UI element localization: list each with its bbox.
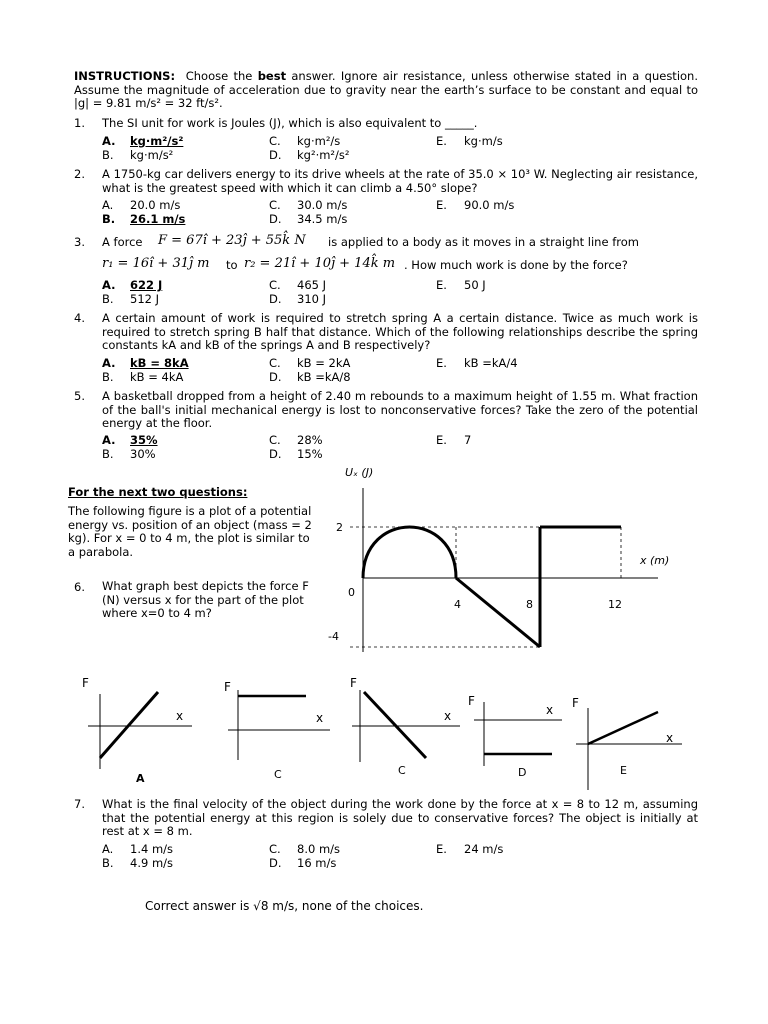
- graph-a-x: x: [176, 709, 184, 723]
- next-two-description: The following figure is a plot of a potential energy vs. position of an object (mass = 2 kg). For x = 0 to 4 m, the plot is similar to a parabola.: [68, 504, 312, 559]
- q3-r2-equation: r₂ = 21î + 10ĵ + 14k̂ m: [244, 256, 396, 271]
- q3-text-c: . How much work is done by the force?: [404, 258, 628, 272]
- q7-option-c[interactable]: C. 8.0 m/s: [269, 842, 341, 856]
- question-number: 4.: [74, 311, 85, 325]
- q5-option-d[interactable]: D. 15%: [269, 447, 323, 461]
- question-2: [74, 168, 698, 198]
- instructions-label: INSTRUCTIONS:: [74, 69, 176, 83]
- q4-option-b[interactable]: B. kB = 4kA: [102, 370, 184, 384]
- small-graph-a[interactable]: [80, 674, 200, 786]
- question-text: A 1750-kg car delivers energy to its drive wheels at the rate of 35.0 × 10³ W. Neglecting air resistance, what is the greatest speed with which it can climb a 4.50° slope?: [102, 167, 698, 195]
- q2-option-b[interactable]: B. 26.1 m/s: [102, 212, 186, 226]
- q1-option-d[interactable]: D. kg²·m²/s²: [269, 148, 350, 162]
- question-text: A basketball dropped from a height of 2.40 m rebounds to a maximum height of 1.55 m. What fraction of the ball's initial mechanical energy is lost to nonconservative forces? Take the zero of the potential energy at the floor.: [102, 389, 698, 430]
- q5-option-e[interactable]: E. 7: [436, 433, 472, 447]
- linear-decrease-segment: [456, 578, 540, 647]
- instructions-best: best: [257, 69, 287, 83]
- plot-ylabel: Uₓ (J): [345, 466, 374, 479]
- question-text: The SI unit for work is Joules (J), which is also equivalent to _____.: [102, 116, 478, 130]
- small-graph-c[interactable]: [344, 674, 464, 782]
- q1-option-e[interactable]: E. kg·m/s: [436, 134, 503, 148]
- q5-option-b[interactable]: B. 30%: [102, 447, 156, 461]
- q3-text-a: A force: [102, 235, 143, 249]
- q3-to: to: [226, 258, 238, 272]
- q7-option-b[interactable]: B. 4.9 m/s: [102, 856, 174, 870]
- q6-text: What graph best depicts the force F (N) versus x for the part of the plot where x=0 to 4 m?: [102, 579, 309, 620]
- q4-option-d[interactable]: D. kB =kA/8: [269, 370, 351, 384]
- q2-option-a[interactable]: A. 20.0 m/s: [102, 198, 181, 212]
- question-number: 1.: [74, 116, 85, 130]
- ytick-0: 0: [348, 586, 355, 599]
- graph-c-F: F: [350, 676, 357, 690]
- q3-text-b: is applied to a body as it moves in a straight line from: [328, 235, 639, 249]
- xtick-8: 8: [526, 598, 533, 611]
- question-7: [74, 798, 698, 842]
- graph-e-label: E: [620, 764, 627, 777]
- graph-b-F: F: [224, 680, 231, 694]
- q3-option-b[interactable]: B. 512 J: [102, 292, 159, 306]
- graph-c-x: x: [444, 709, 452, 723]
- q1-option-c[interactable]: C. kg·m²/s: [269, 134, 341, 148]
- q7-option-e[interactable]: E. 24 m/s: [436, 842, 504, 856]
- instructions: [74, 70, 698, 111]
- small-graph-d[interactable]: [466, 692, 566, 784]
- small-graph-e[interactable]: [568, 694, 688, 784]
- q3-force-equation: F = 67î + 23ĵ + 55k̂ N: [158, 233, 306, 248]
- q4-option-a[interactable]: A. kB = 8kA: [102, 356, 189, 370]
- potential-energy-plot: [320, 460, 670, 660]
- question-number: 7.: [74, 797, 85, 811]
- q3-option-e[interactable]: E. 50 J: [436, 278, 486, 292]
- graph-d-label: D: [518, 766, 527, 779]
- graph-a-line: [100, 692, 158, 758]
- q1-option-b[interactable]: B. kg·m/s²: [102, 148, 174, 162]
- instructions-text-a: Choose the: [185, 69, 258, 83]
- graph-e-line: [588, 712, 658, 744]
- q3-number: 3.: [74, 235, 85, 249]
- graph-d-x: x: [546, 703, 554, 717]
- q2-option-e[interactable]: E. 90.0 m/s: [436, 198, 515, 212]
- q6-number: 6.: [74, 580, 85, 594]
- question-text: A certain amount of work is required to stretch spring A a certain distance. Twice as much work is required to stretch spring B half that distance. Which of the following relationships describe the spring constants kA and kB of the springs A and B respectively?: [102, 311, 698, 352]
- graph-b-label: C: [274, 768, 282, 781]
- q7-option-a[interactable]: A. 1.4 m/s: [102, 842, 174, 856]
- xtick-4: 4: [454, 598, 461, 611]
- question-text: What is the final velocity of the object during the work done by the force at x = 8 to 12 m, assuming that the potential energy at this region is solely due to conservative forces? The object is initially at rest at x = 8 m.: [102, 797, 698, 838]
- q5-option-c[interactable]: C. 28%: [269, 433, 323, 447]
- q3-option-a[interactable]: A. 622 J: [102, 278, 163, 292]
- q7-option-d[interactable]: D. 16 m/s: [269, 856, 337, 870]
- q3-r1-equation: r₁ = 16î + 31ĵ m: [102, 256, 210, 271]
- ytick-2: 2: [336, 521, 343, 534]
- graph-c-line: [364, 692, 426, 758]
- q2-option-c[interactable]: C. 30.0 m/s: [269, 198, 348, 212]
- question-5: [74, 390, 698, 434]
- instructions-text-b: answer. Ignore air resistance, unless otherwise stated in a question. Assume the magnitude of acceleration due to gravity near the earth’s surface to be constant and equal to: [74, 69, 698, 97]
- graph-d-F: F: [468, 694, 475, 708]
- answer-note: Correct answer is √8 m/s, none of the choices.: [145, 899, 424, 913]
- question-number: 5.: [74, 389, 85, 403]
- q4-option-c[interactable]: C. kB = 2kA: [269, 356, 351, 370]
- g-expression: |g| = 9.81 m/s² = 32 ft/s².: [74, 96, 223, 110]
- graph-e-x: x: [666, 731, 674, 745]
- parabola-segment: [363, 527, 456, 578]
- graph-a-label: A: [136, 772, 145, 785]
- plot-xlabel: x (m): [640, 554, 670, 567]
- q2-option-d[interactable]: D. 34.5 m/s: [269, 212, 348, 226]
- graph-c-label: C: [398, 764, 406, 777]
- graph-e-F: F: [572, 696, 579, 710]
- xtick-12: 12: [608, 598, 622, 611]
- q5-option-a[interactable]: A. 35%: [102, 433, 158, 447]
- q3-option-c[interactable]: C. 465 J: [269, 278, 326, 292]
- ytick-minus4: -4: [328, 630, 339, 643]
- q4-option-e[interactable]: E. kB =kA/4: [436, 356, 518, 370]
- graph-a-F: F: [82, 676, 89, 690]
- next-two-heading: For the next two questions:: [68, 485, 248, 499]
- q3-option-d[interactable]: D. 310 J: [269, 292, 326, 306]
- question-4: [74, 312, 698, 356]
- graph-b-x: x: [316, 711, 324, 725]
- small-graph-b[interactable]: [220, 678, 340, 783]
- question-number: 2.: [74, 167, 85, 181]
- q1-option-a[interactable]: A. kg·m²/s²: [102, 134, 184, 148]
